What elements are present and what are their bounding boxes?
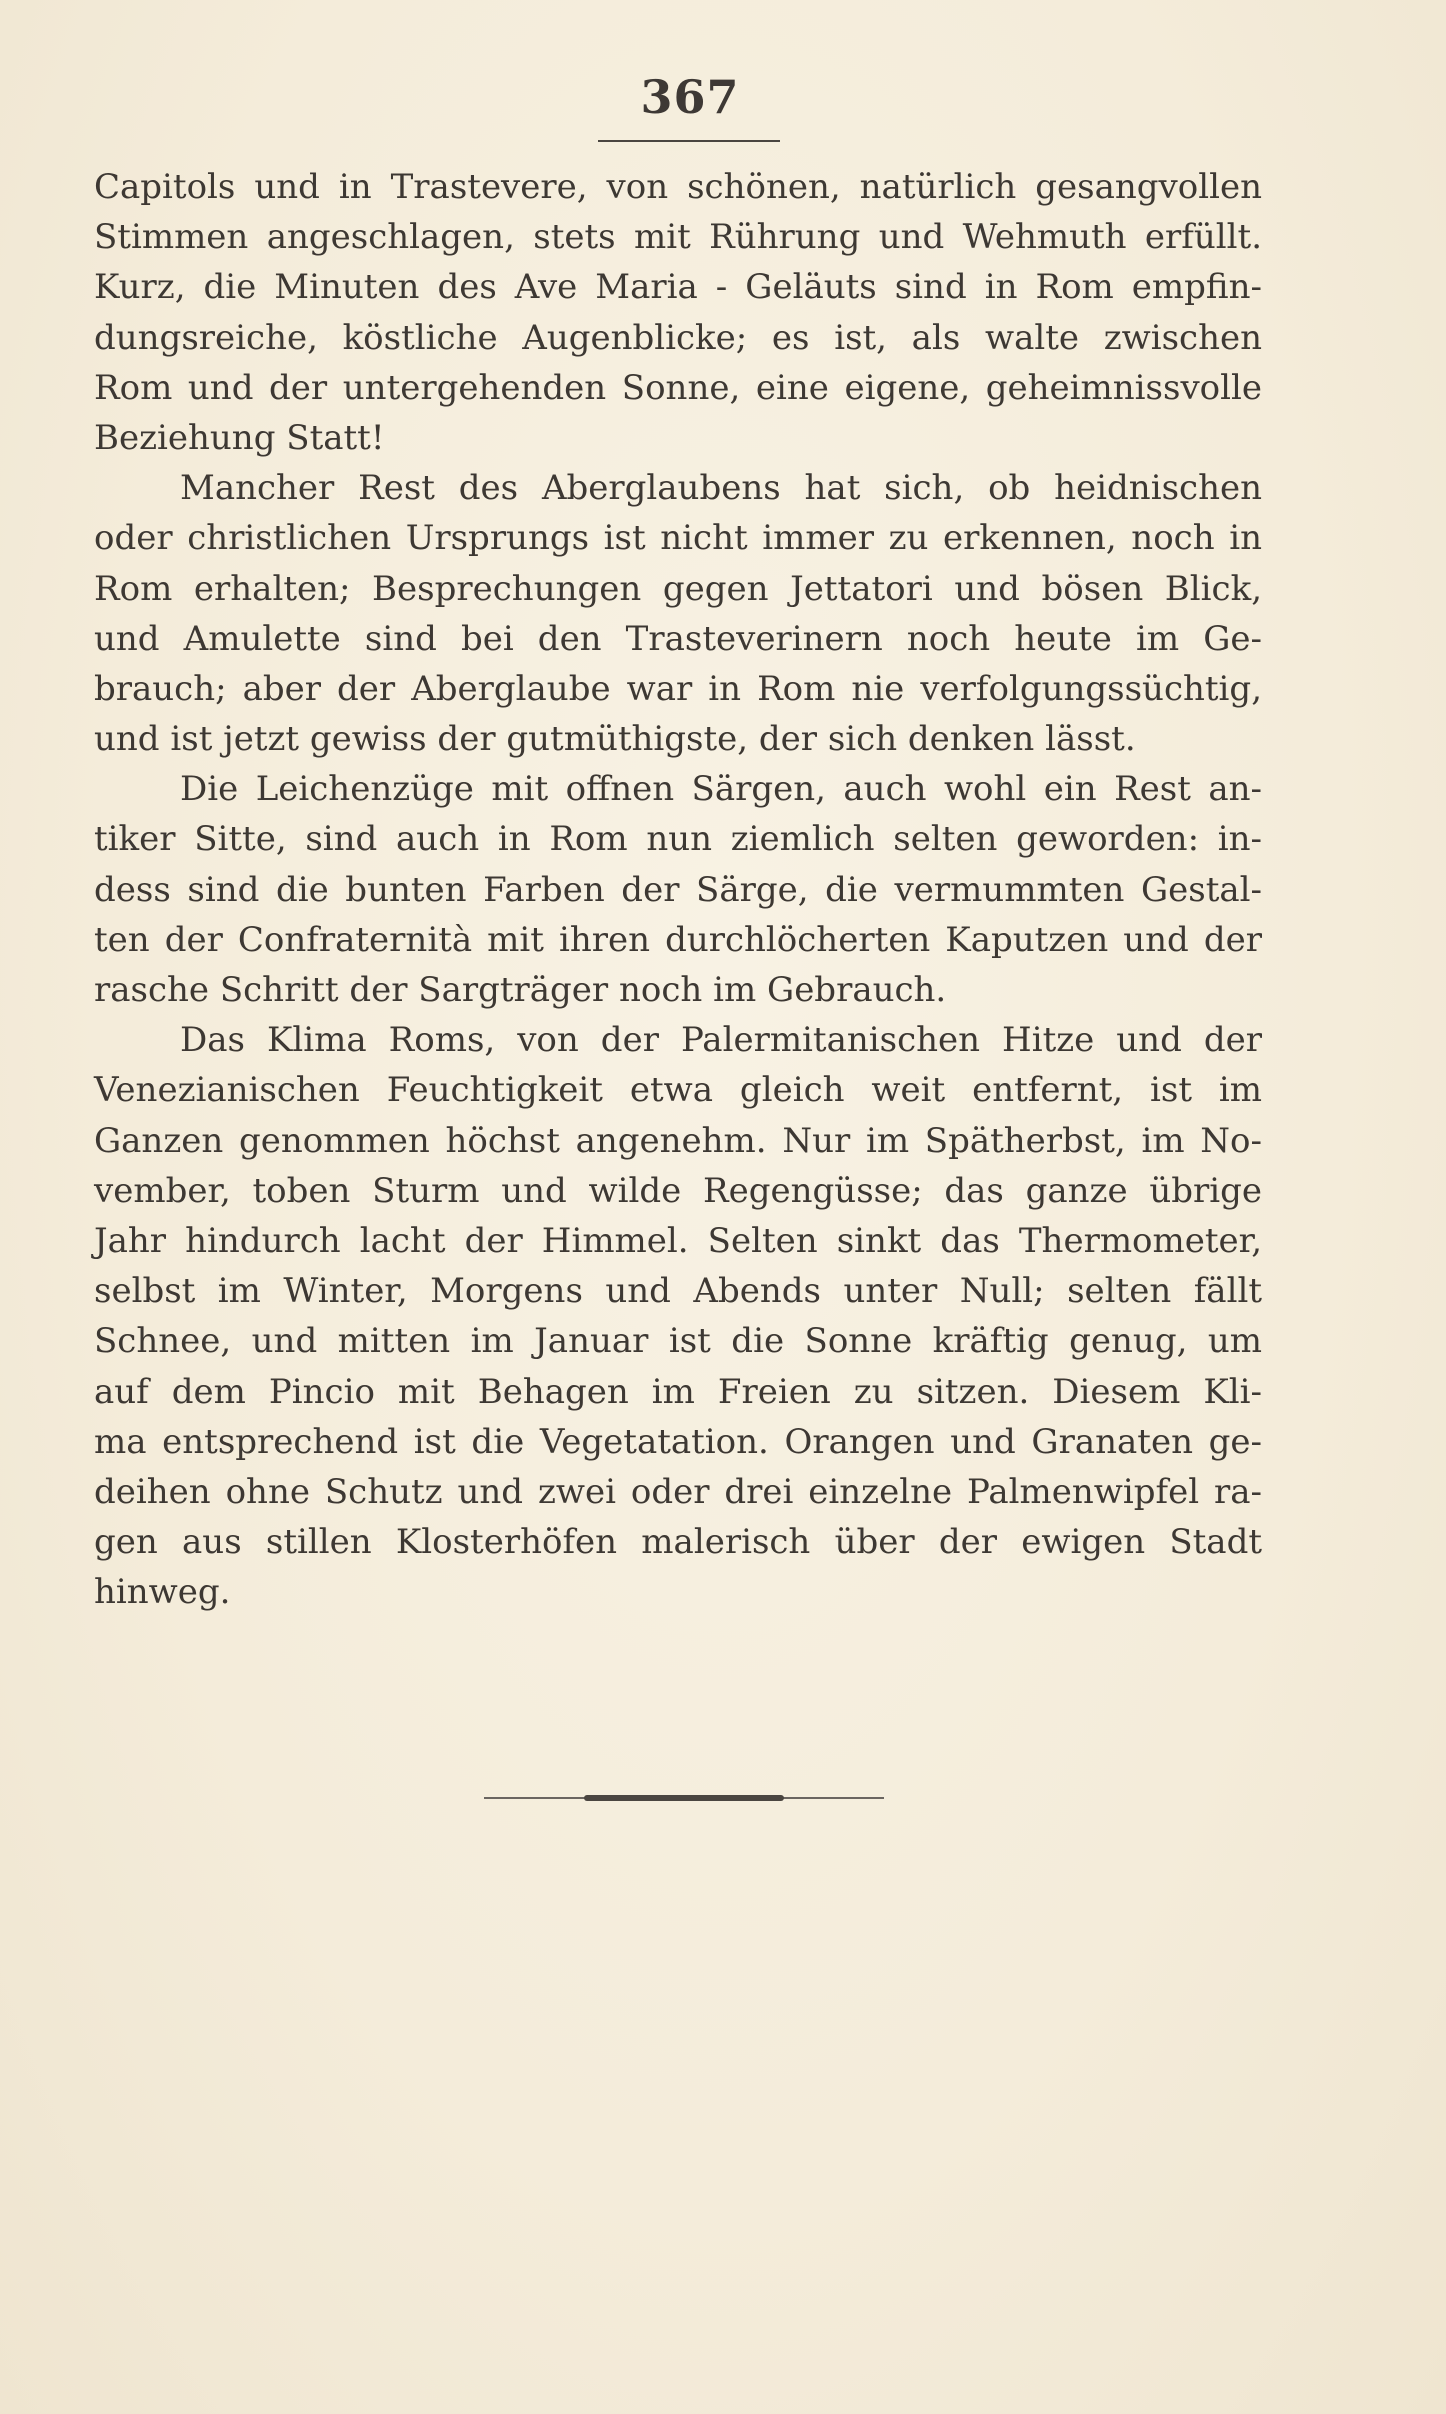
text-line: oder christlichen Ursprungs ist nicht immer zu erkennen, noch in [94, 518, 1262, 559]
text-line: gen aus stillen Klosterhöfen malerisch über der ewigen Stadt [94, 1522, 1262, 1563]
text-line: tiker Sitte, sind auch in Rom nun ziemlich selten geworden: in- [94, 819, 1262, 860]
text-line: ma entsprechend ist die Vegetatation. Orangen und Granaten ge- [94, 1421, 1262, 1462]
text-line: dess sind die bunten Farben der Särge, die vermummten Gestal- [94, 869, 1262, 910]
end-ornament-rule [484, 1795, 884, 1801]
end-rule-thick [584, 1795, 784, 1801]
paragraph [94, 1015, 1262, 1617]
text-line: Rom erhalten; Besprechungen gegen Jettatori und bösen Blick, [94, 568, 1262, 609]
text-line: selbst im Winter, Morgens und Abends unter Null; selten fällt [94, 1271, 1262, 1312]
text-line: und ist jetzt gewiss der gutmüthigste, der sich denken lässt. [94, 719, 1136, 760]
text-line: Rom und der untergehenden Sonne, eine eigene, geheimnissvolle [94, 367, 1262, 408]
text-line: Beziehung Statt! [94, 417, 385, 458]
text-line: Jahr hindurch lacht der Himmel. Selten sinkt das Thermometer, [94, 1220, 1262, 1261]
text-line: Die Leichenzüge mit offnen Särgen, auch wohl ein Rest an- [180, 769, 1262, 810]
text-line: Das Klima Roms, von der Palermitanischen Hitze und der [180, 1020, 1262, 1061]
text-line: Schnee, und mitten im Januar ist die Sonne kräftig genug, um [94, 1321, 1262, 1362]
paragraph [94, 764, 1262, 1015]
text-line: brauch; aber der Aberglaube war in Rom nie verfolgungssüchtig, [94, 668, 1262, 709]
text-line: Kurz, die Minuten des Ave Maria - Geläuts sind in Rom empfin- [94, 267, 1262, 308]
text-line: Venezianischen Feuchtigkeit etwa gleich weit entfernt, ist im [94, 1070, 1262, 1111]
text-line: auf dem Pincio mit Behagen im Freien zu sitzen. Diesem Kli- [94, 1371, 1262, 1412]
page-number: 367 [640, 70, 740, 124]
text-line: hinweg. [94, 1572, 231, 1613]
text-line: vember, toben Sturm und wilde Regengüsse; das ganze übrige [94, 1170, 1262, 1211]
text-line: Stimmen angeschlagen, stets mit Rührung und Wehmuth erfüllt. [94, 217, 1262, 258]
text-line: Mancher Rest des Aberglaubens hat sich, ob heidnischen [180, 468, 1262, 509]
body-text [94, 162, 1262, 1617]
paragraph [94, 463, 1262, 764]
paragraph [94, 162, 1262, 463]
text-line: rasche Schritt der Sargträger noch im Gebrauch. [94, 970, 947, 1010]
text-line: Ganzen genommen höchst angenehm. Nur im Spätherbst, im No- [94, 1120, 1262, 1161]
text-line: Capitols und in Trastevere, von schönen, natürlich gesangvollen [94, 167, 1262, 207]
text-line: ten der Confraternità mit ihren durchlöcherten Kaputzen und der [94, 919, 1262, 960]
text-line: deihen ohne Schutz und zwei oder drei einzelne Palmenwipfel ra- [94, 1471, 1262, 1512]
header-rule [598, 140, 780, 142]
text-line: und Amulette sind bei den Trasteverinern noch heute im Ge- [94, 618, 1262, 659]
text-line: dungsreiche, köstliche Augenblicke; es ist, als walte zwischen [94, 317, 1262, 358]
